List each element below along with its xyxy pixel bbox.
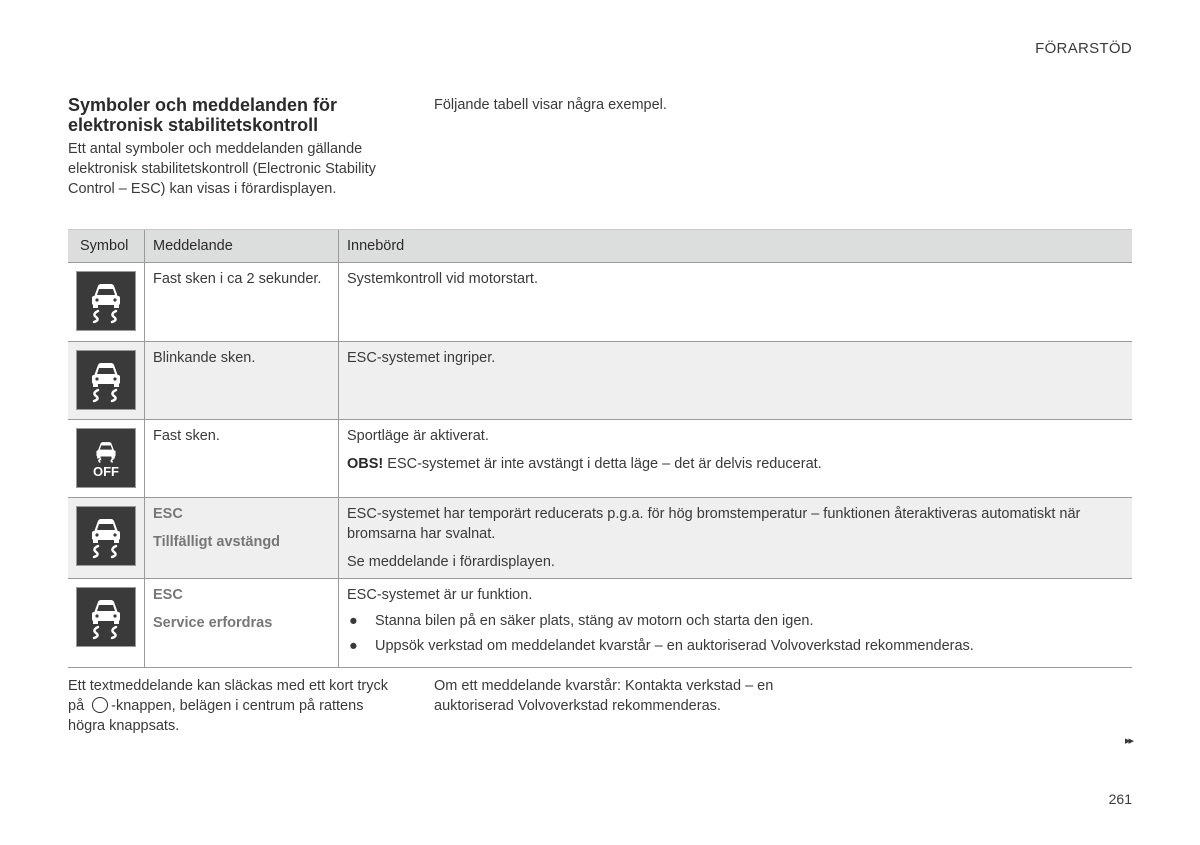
intro-paragraph: Ett antal symboler och meddelanden gällande elektronisk stabilitetskontroll (Electronic Stability Control – ESC) kan visas i förardisplayen. (68, 141, 376, 197)
footer-note-left (68, 676, 398, 736)
message-subtitle: Tillfälligt avstängd (153, 534, 281, 550)
esc-skid-icon (76, 271, 136, 331)
bullet-list (347, 611, 1124, 656)
message-cell (145, 498, 339, 579)
esc-skid-icon (76, 587, 136, 647)
note-body: ESC-systemet är inte avstängt i detta läge – det är delvis reducerat. (383, 456, 822, 472)
symbol-cell (68, 263, 145, 342)
section-heading: Symboler och meddelanden för elektronisk stabilitetskontroll (68, 95, 338, 135)
esc-symbol-table (68, 229, 1132, 668)
esc-off-icon (76, 428, 136, 488)
off-label: OFF (93, 464, 119, 479)
meaning-cell: Systemkontroll vid motorstart. (339, 263, 1133, 342)
meaning-text: ESC-systemet är ur funktion. (347, 587, 533, 603)
footer-text-part2: -knappen, belägen i centrum på rattens högra knappsats. (68, 698, 364, 734)
footer-text-part1: Ett textmeddelande kan släckas med ett kort tryck på (68, 678, 388, 714)
message-cell: Fast sken i ca 2 sekunder. (145, 263, 339, 342)
symbol-cell (68, 498, 145, 579)
column-header-meaning: Innebörd (339, 230, 1133, 263)
message-title: ESC (153, 506, 183, 522)
message-cell: Fast sken. (145, 420, 339, 498)
list-item (347, 636, 1124, 656)
list-item-text: Uppsök verkstad om meddelandet kvarstår – en auktoriserad Volvoverkstad rekommenderas. (375, 638, 974, 654)
table-intro-text: Följande tabell visar några exempel. (434, 97, 667, 113)
meaning-text: ESC-systemet har temporärt reducerats p.g.a. för hög bromstemperatur – funktionen återaktiveras automatiskt när bromsarna har svalnat. (347, 506, 1081, 542)
table-header-row (68, 230, 1132, 263)
bullet-icon: ● (349, 638, 358, 654)
meaning-text: Sportläge är aktiverat. (347, 428, 489, 444)
steering-wheel-button-icon (92, 697, 108, 713)
table-row (68, 263, 1132, 342)
message-cell: Blinkande sken. (145, 342, 339, 420)
table-row (68, 498, 1132, 579)
table-row (68, 342, 1132, 420)
message-title: ESC (153, 587, 183, 603)
esc-skid-icon (76, 506, 136, 566)
esc-skid-icon (76, 350, 136, 410)
meaning-cell (339, 579, 1133, 668)
meaning-cell (339, 498, 1133, 579)
section-title: FÖRARSTÖD (1035, 40, 1132, 57)
continue-arrows-icon: ▸▸ (1124, 735, 1132, 747)
note-label: OBS! (347, 456, 384, 472)
column-header-symbol: Symbol (68, 230, 145, 263)
symbol-cell (68, 420, 145, 498)
meaning-cell: ESC-systemet ingriper. (339, 342, 1133, 420)
page-number: 261 (1108, 791, 1132, 807)
note-text (347, 454, 1124, 474)
table-row (68, 579, 1132, 668)
symbol-cell (68, 342, 145, 420)
intro-block (68, 95, 413, 199)
message-cell (145, 579, 339, 668)
column-header-message: Meddelande (145, 230, 339, 263)
message-subtitle: Service erfordras (153, 615, 273, 631)
table-row (68, 420, 1132, 498)
bullet-icon: ● (349, 613, 358, 629)
meaning-text-2: Se meddelande i förardisplayen. (347, 554, 555, 570)
footer-note-right: Om ett meddelande kvarstår: Kontakta verkstad – en auktoriserad Volvoverkstad rekommenderas. (434, 678, 774, 714)
list-item-text: Stanna bilen på en säker plats, stäng av motorn och starta den igen. (375, 613, 814, 629)
meaning-cell (339, 420, 1133, 498)
list-item (347, 611, 1124, 631)
symbol-cell (68, 579, 145, 668)
